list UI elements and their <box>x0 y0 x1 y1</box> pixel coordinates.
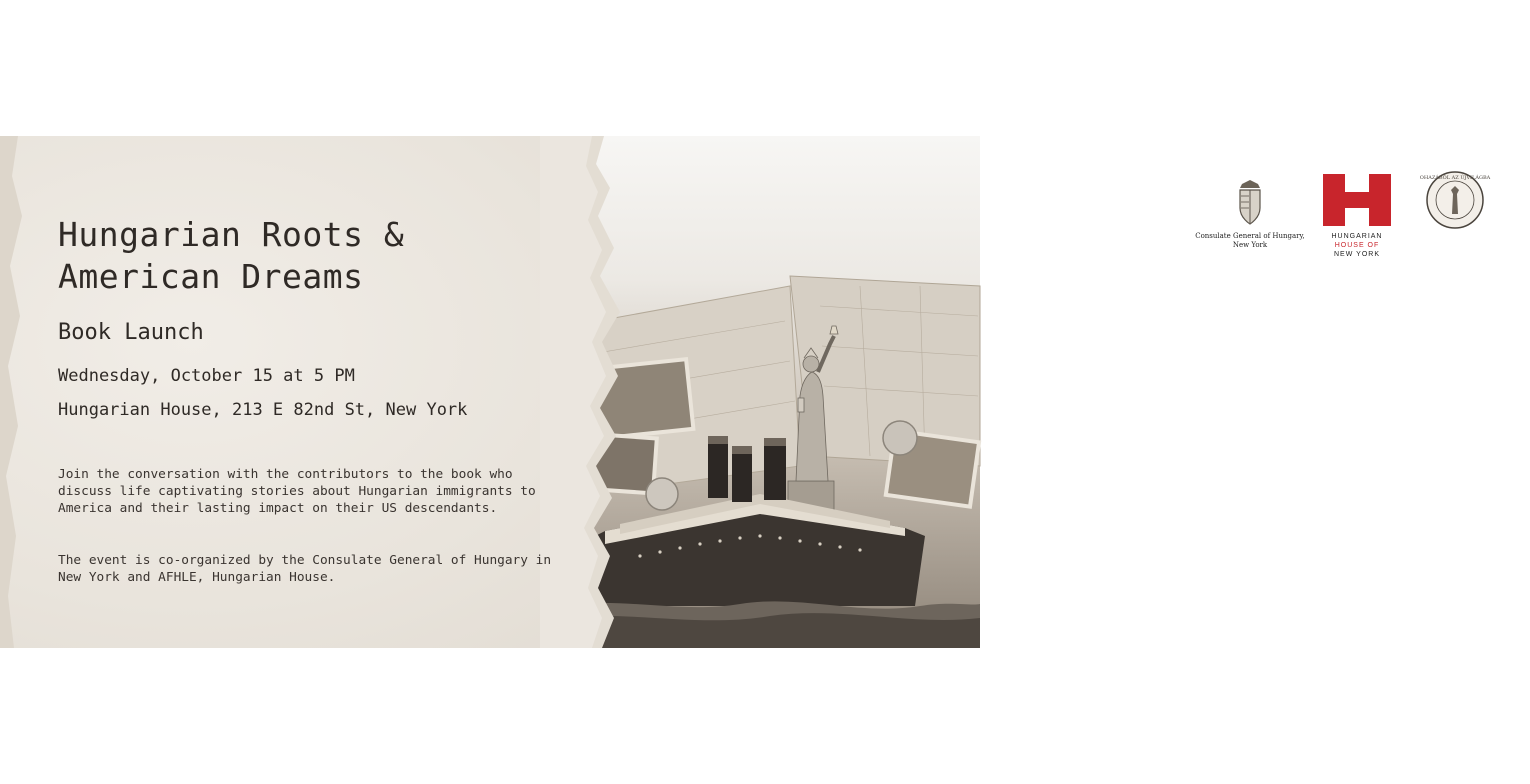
seal-icon <box>1419 170 1491 230</box>
event-banner <box>0 136 1491 648</box>
consulate-name-line1: Consulate General of Hungary, <box>1195 232 1305 240</box>
event-venue: Hungarian House, 213 E 82nd St, New York <box>58 400 468 420</box>
hhny-line2: HOUSE OF <box>1334 242 1380 249</box>
partner-logos <box>1180 170 1530 270</box>
event-organizers: The event is co-organized by the Consulate General of Hungary in New York and AFHLE, Hungarian House. <box>58 553 552 585</box>
title-line2: American Dreams <box>58 257 364 296</box>
event-subtitle: Book Launch <box>58 320 204 345</box>
left-torn-edge <box>0 136 40 648</box>
event-description: Join the conversation with the contributors to the book who discuss life captivating stories about Hungarian immigrants to America and their lasting impact on their US descendants. <box>58 467 536 516</box>
hhny-line1: HUNGARIAN <box>1331 233 1383 240</box>
hhny-line3: NEW YORK <box>1334 251 1380 258</box>
hhny-h-logo-icon <box>1323 174 1391 226</box>
title-line1: Hungarian Roots & <box>58 215 405 254</box>
event-title <box>58 214 404 298</box>
hhny-logo-text <box>1312 232 1402 259</box>
seal-text: OHAZÁBÓL AZ ÚJVILÁGBA <box>1419 175 1491 181</box>
coat-of-arms-icon <box>1234 178 1266 228</box>
consulate-logo-text <box>1180 232 1320 250</box>
consulate-name-line2: New York <box>1232 241 1268 249</box>
event-date: Wednesday, October 15 at 5 PM <box>58 366 355 386</box>
